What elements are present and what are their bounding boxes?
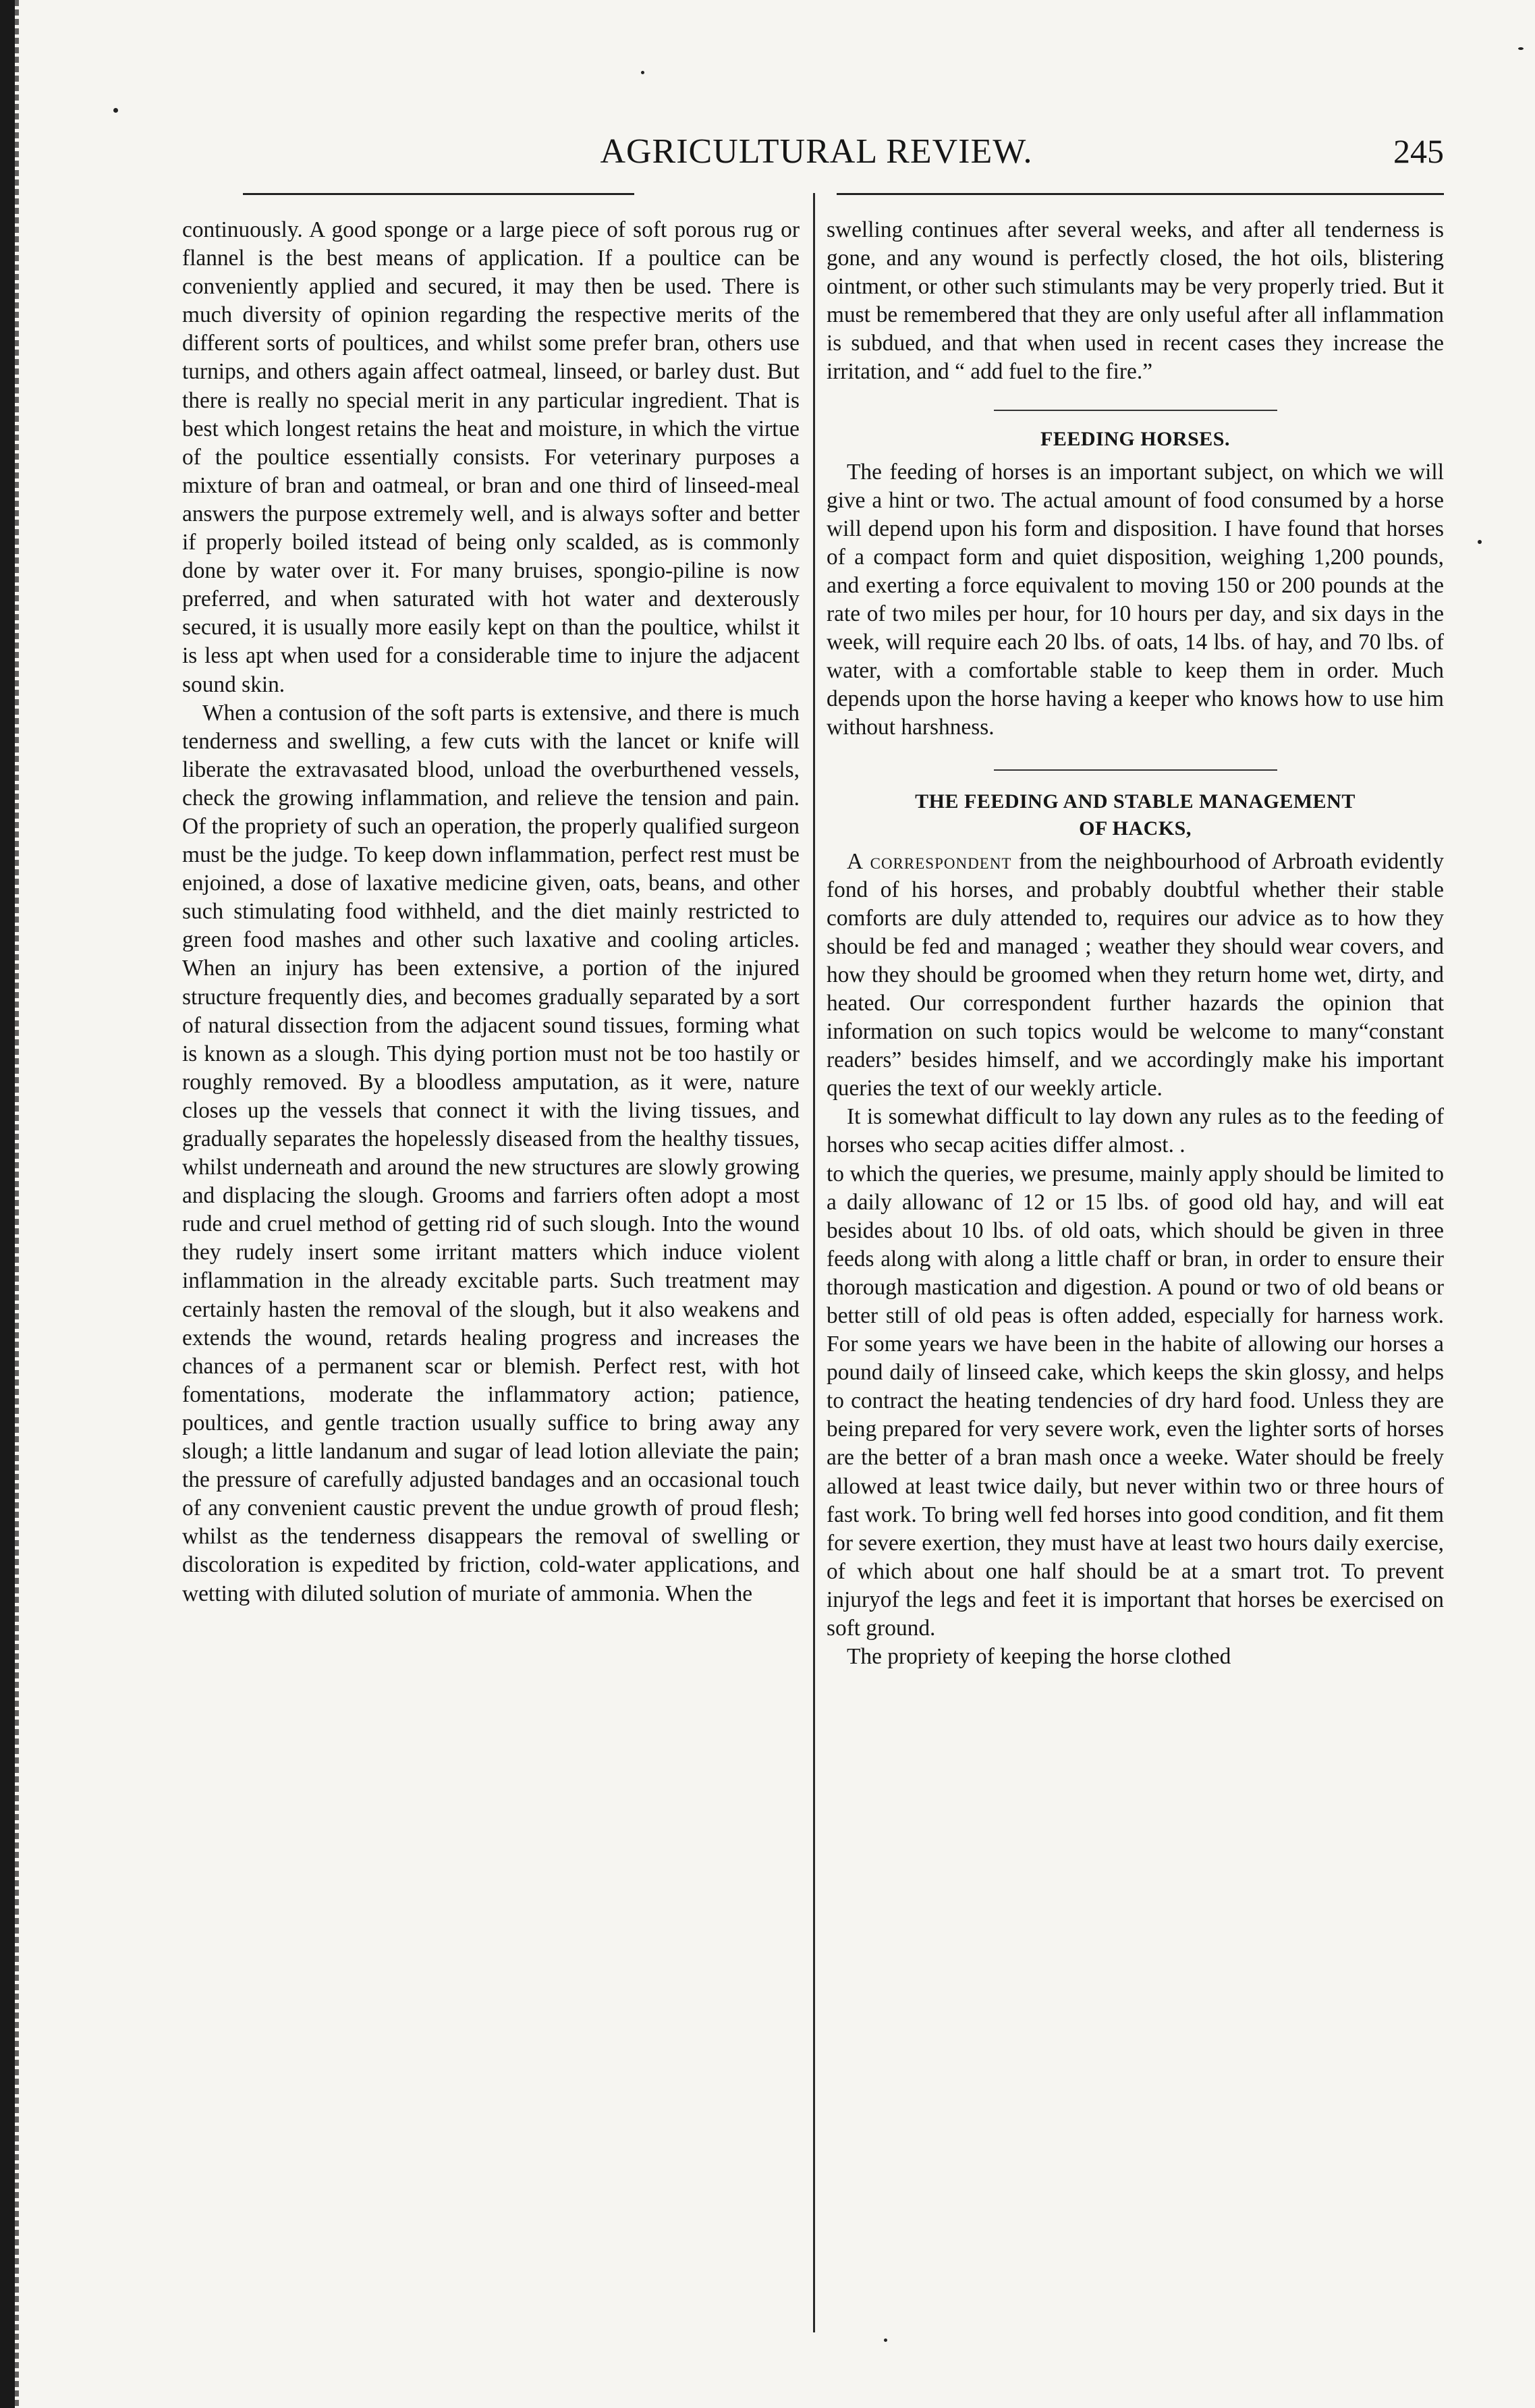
scan-speck xyxy=(1478,540,1482,544)
lead-in: A correspondent xyxy=(847,848,1012,874)
paragraph: When a contusion of the soft parts is extensive, and there is much tenderness and swelling, a few cuts with the lancet or knife will liberate the extravasated blood, unload the overburthened vessels, check the growing inflammation, and relieve the tension and pain. Of the propriety of such an operation, the properly qualified surgeon must be the judge. To keep down inflammation, perfect rest must be enjoined, a dose of laxative medicine given, oats, beans, and other such stimulating food withheld, and the diet mainly restricted to green food mashes and other such laxative and cooling articles. When an injury has been extensive, a portion of the injured structure frequently dies, and becomes gradually separated by a sort of natural dissection from the adjacent sound tissues, forming what is known as a slough. This dying portion must not be too hastily or roughly removed. By a bloodless amputation, as it were, nature closes up the vessels that connect it with the living tissues, and gradually separates the hopelessly diseased from the healthy tissues, whilst underneath and around the new structures are slowly growing and displacing the slough. Grooms and farriers often adopt a most rude and cruel method of getting rid of such slough. Into the wound they rudely insert some irritant matters which induce violent inflammation in the already excitable parts. Such treatment may certainly hasten the removal of the slough, but it also weakens and extends the wound, retards healing progress and increases the chances of a permanent scar or blemish. Perfect rest, with hot fomentations, moderate the inflammatory action; patience, poultices, and gentle traction usually suffice to bring away any slough; a little landanum and sugar of lead lotion alleviate the pain; the pressure of carefully adjusted bandages and an occasional touch of any convenient caustic prevent the undue growth of proud flesh; whilst as the tenderness disappears the removal of swelling or discoloration is expedited by friction, cold-water applications, and wetting with diluted solution of muriate of ammonia. When the xyxy=(182,700,800,1606)
paragraph: The feeding of horses is an important subject, on which we will give a hint or two. The actual amount of food consumed by a horse will depend upon his form and disposition. I have found that horses of a compact form and quiet disposition, weighing 1,200 pounds, and exerting a force equivalent to moving 150 or 200 pounds at the rate of two miles per hour, for 10 hours per day, and six days in the week, will require each 20 lbs. of oats, 14 lbs. of hay, and 70 lbs. of water, with a comfortable stable to keep them in order. Much depends upon the horse having a keeper who knows how to use him without harshness. xyxy=(827,459,1444,740)
paragraph: swelling continues after several weeks, and after all tenderness is gone, and any wound is perfectly closed, the hot oils, blistering ointment, or other such stimulants may be very properly tried. But it must be remembered that they are only useful after all inflammation is subdued, and that when used in recent cases they increase the irritation, and “ add fuel to the fire.” xyxy=(827,217,1444,385)
paragraph xyxy=(827,848,1444,1103)
page-header xyxy=(189,132,1444,179)
header-rule-left xyxy=(243,193,634,195)
section-title-feeding-horses: FEEDING HORSES. xyxy=(1040,427,1230,450)
right-column xyxy=(827,216,1444,1671)
paragraph: continuously. A good sponge or a large piece of soft porous rug or flannel is the best means of application. If a poultice can be conveniently applied and secured, it may then be used. There is much diversity of opinion regarding the respective merits of the different sorts of poultices, and whilst some prefer bran, others use turnips, and others again affect oatmeal, linseed, or barley dust. But there is really no special merit in any particular ingredient. That is best which longest retains the heat and moisture, in which the virtue of the poultice essentially consists. For veterinary purposes a mixture of bran and oatmeal, or bran and one third of linseed-meal answers the purpose extremely well, and is always softer and better if properly boiled itstead of being only scalded, as is commonly done by water over it. For many bruises, spongio-piline is now preferred, and when saturated with hot water and dexterously secured, it is usually more easily kept on than the poultice, whilst it is less apt when used for a considerable time to injure the adjacent sound skin. xyxy=(182,217,800,697)
page-number: 245 xyxy=(1393,132,1444,170)
paragraph: to which the queries, we presume, mainly apply should be limited to a daily allowanc of 12 or 15 lbs. of good old hay, and will eat besides about 10 lbs. of old oats, which should be given in three feeds along with along a little chaff or bran, in order to ensure their thorough mastication and digestion. A pound or two of old beans or better still of old peas is often added, especially for harness work. For some years we have been in the habite of allowing our horses a pound daily of linseed cake, which keeps the skin glossy, and helps to contract the heating tendencies of dry hard food. Unless they are being prepared for very severe work, even the lighter sorts of horses are the better of a bran mash once a weeke. Water should be freely allowed at least twice daily, but never within two or three hours of fast work. To bring well fed horses into good condition, and fit them for severe exertion, they must have at least two hours daily exercise, of which about one half should be at a smart trot. To prevent injuryof the legs and feet it is important that horses be exercised on soft ground. xyxy=(827,1161,1444,1641)
section-title-feeding-hacks xyxy=(827,788,1444,842)
section-rule xyxy=(994,410,1277,411)
section-title-line: THE FEEDING AND STABLE MANAGEMENT xyxy=(915,790,1356,813)
header-rule-right xyxy=(837,193,1444,195)
left-column xyxy=(182,216,800,1608)
section-rule xyxy=(994,769,1277,771)
paragraph: The propriety of keeping the horse clothed xyxy=(847,1644,1231,1670)
scan-speck xyxy=(113,108,118,113)
section-title-line: OF HACKS, xyxy=(1079,817,1192,840)
scan-speck xyxy=(884,2338,887,2342)
paragraph: It is somewhat difficult to lay down any rules as to the feeding of horses who secap acities differ almost. . xyxy=(827,1104,1444,1158)
paragraph-text: from the neighbourhood of Arbroath evidently fond of his horses, and probably doubtful whether their stable comforts are duly attended to, requires our advice as to how they should be fed and managed ; weather they should wear covers, and how they should be groomed when they return home wet, dirty, and heated. Our correspondent further hazards the opinion that information on such topics would be welcome to many“constant readers” besides himself, and we accordingly make his important queries the text of our weekly article. xyxy=(827,848,1445,1101)
column-divider xyxy=(813,193,815,2332)
scan-border xyxy=(0,0,15,2408)
scan-speck xyxy=(641,71,644,74)
running-head: AGRICULTURAL REVIEW. xyxy=(600,132,1033,171)
scan-speck xyxy=(1518,47,1524,50)
